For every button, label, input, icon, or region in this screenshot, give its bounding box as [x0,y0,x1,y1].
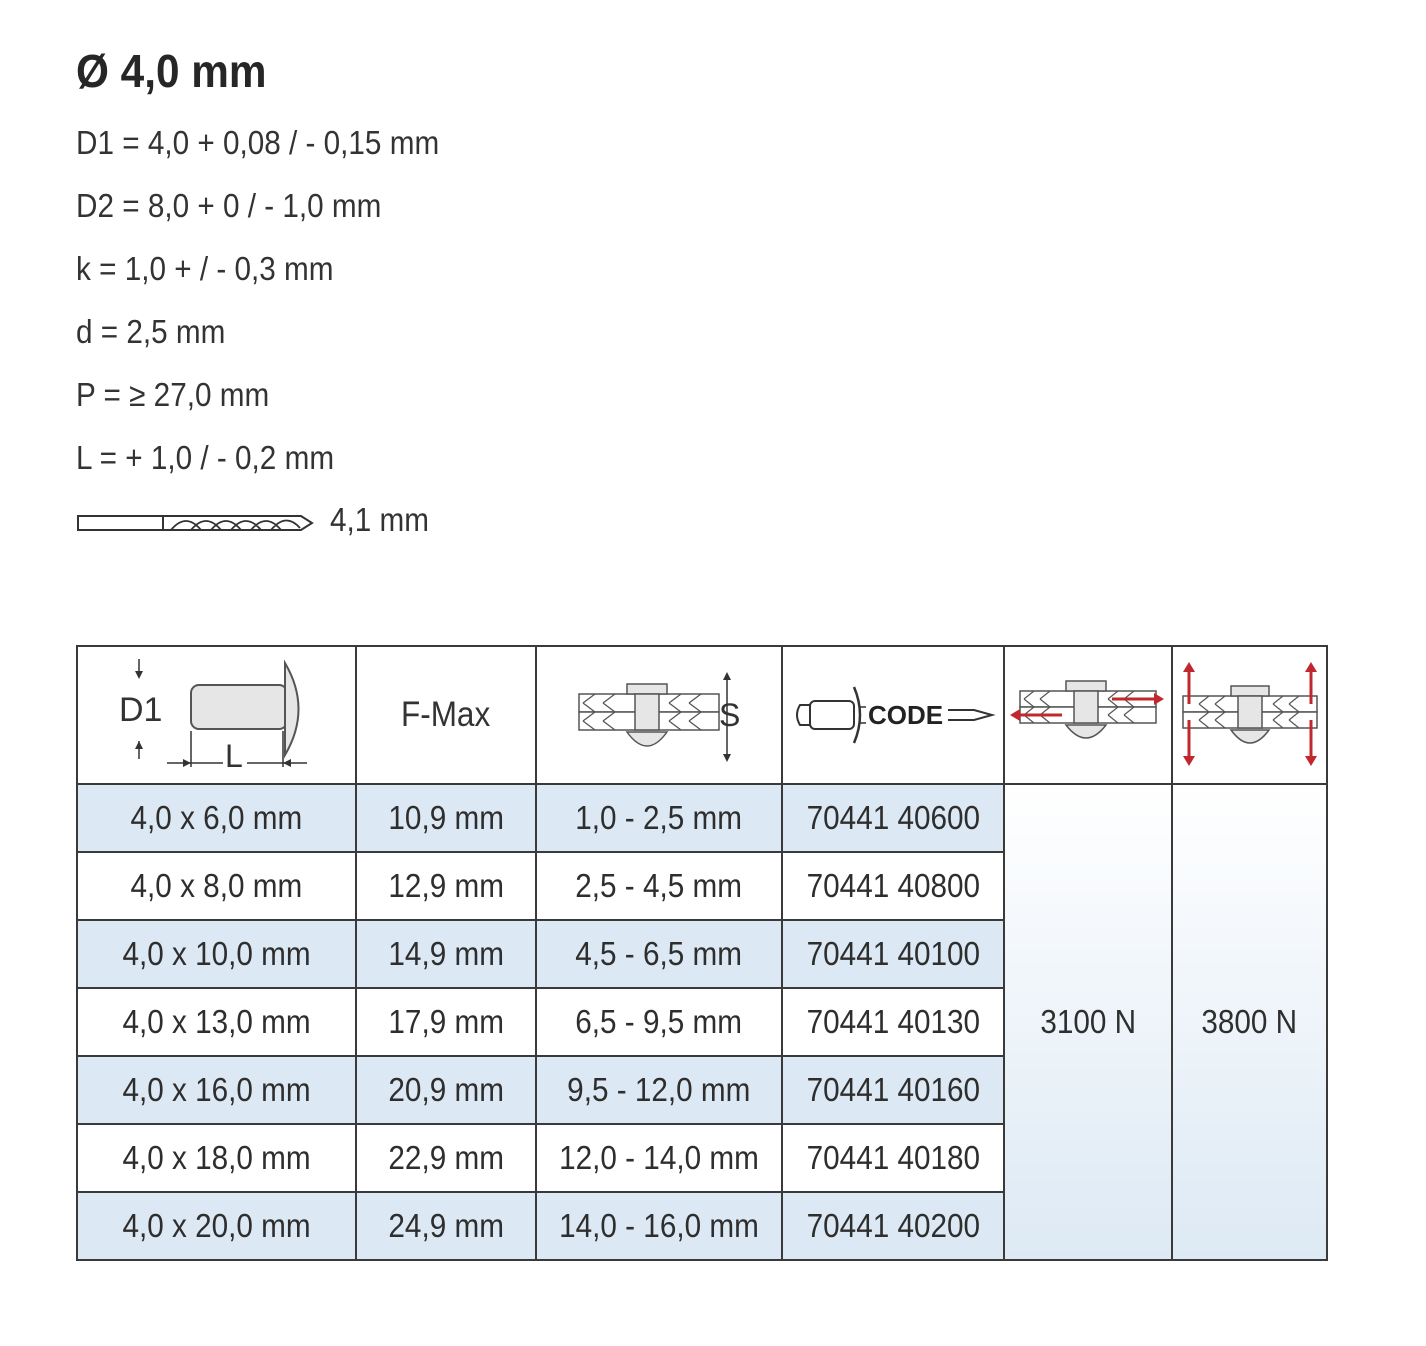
shear-force-icon [1008,665,1168,765]
grip-range-icon [569,660,749,770]
d1-label: D1 [118,691,162,729]
code-value: 70441 40130 [806,1003,980,1040]
spec-k: k = 1,0 + / - 0,3 mm [76,250,334,287]
fmax-cell [356,1192,536,1260]
fmax-value: 12,9 mm [388,867,504,904]
l-label: L [224,738,243,774]
header-fmax [356,646,536,784]
code-value: 70441 40600 [806,799,980,836]
tensile-force-value: 3800 N [1201,1003,1298,1040]
size-value: 4,0 x 10,0 mm [122,935,311,972]
spec-d1: D1 = 4,0 + 0,08 / - 0,15 mm [76,124,440,161]
grip-cell [536,1056,782,1124]
grip-value: 14,0 - 16,0 mm [559,1207,759,1244]
page-title: Ø 4,0 mm [76,45,267,97]
size-cell [77,852,356,920]
code-label: CODE [868,700,944,730]
code-value: 70441 40100 [806,935,980,972]
rivet-spec-table [76,645,1328,1261]
fmax-value: 17,9 mm [388,1003,504,1040]
fmax-value: 20,9 mm [388,1071,504,1108]
s-label: S [719,697,741,733]
size-cell [77,988,356,1056]
code-rivet-icon [788,675,998,755]
table-header-row [77,646,1327,784]
size-value: 4,0 x 8,0 mm [130,867,303,904]
size-value: 4,0 x 6,0 mm [130,799,303,836]
grip-cell [536,784,782,852]
grip-value: 2,5 - 4,5 mm [575,867,743,904]
code-cell [782,852,1004,920]
fmax-label: F-Max [401,695,491,734]
fmax-cell [356,852,536,920]
fmax-cell [356,784,536,852]
size-value: 4,0 x 16,0 mm [122,1071,311,1108]
code-value: 70441 40200 [806,1207,980,1244]
size-cell [77,920,356,988]
table-row [77,784,1327,852]
grip-value: 12,0 - 14,0 mm [559,1139,759,1176]
spec-p: P = ≥ 27,0 mm [76,376,270,413]
fmax-cell [356,988,536,1056]
drill-bit-icon [76,508,316,538]
code-cell [782,1124,1004,1192]
tensile-force-cell [1172,784,1327,1260]
drill-size: 4,1 mm [330,501,430,538]
code-value: 70441 40180 [806,1139,980,1176]
code-cell [782,1056,1004,1124]
size-cell [77,1124,356,1192]
size-cell [77,784,356,852]
size-cell [77,1192,356,1260]
tensile-force-icon [1177,660,1323,770]
fmax-cell [356,920,536,988]
grip-cell [536,920,782,988]
fmax-value: 14,9 mm [388,935,504,972]
code-value: 70441 40800 [806,867,980,904]
code-cell [782,920,1004,988]
grip-value: 9,5 - 12,0 mm [567,1071,751,1108]
size-value: 4,0 x 18,0 mm [122,1139,311,1176]
fmax-value: 22,9 mm [388,1139,504,1176]
grip-cell [536,1192,782,1260]
grip-value: 4,5 - 6,5 mm [575,935,743,972]
code-value: 70441 40160 [806,1071,980,1108]
grip-value: 6,5 - 9,5 mm [575,1003,743,1040]
shear-force-value: 3100 N [1040,1003,1136,1040]
code-cell [782,988,1004,1056]
header-tensile [1172,646,1327,784]
size-cell [77,1056,356,1124]
code-cell [782,784,1004,852]
code-cell [782,1192,1004,1260]
grip-value: 1,0 - 2,5 mm [575,799,743,836]
size-value: 4,0 x 20,0 mm [122,1207,311,1244]
header-code [782,646,1004,784]
header-grip [536,646,782,784]
fmax-value: 10,9 mm [388,799,504,836]
fmax-cell [356,1056,536,1124]
rivet-dimension-icon [117,655,317,775]
shear-force-cell [1004,784,1172,1260]
header-shear [1004,646,1172,784]
grip-cell [536,852,782,920]
fmax-cell [356,1124,536,1192]
grip-cell [536,988,782,1056]
spec-d2: D2 = 8,0 + 0 / - 1,0 mm [76,187,382,224]
fmax-value: 24,9 mm [388,1207,504,1244]
spec-d: d = 2,5 mm [76,313,226,350]
header-size [77,646,356,784]
spec-l: L = + 1,0 / - 0,2 mm [76,439,335,476]
grip-cell [536,1124,782,1192]
size-value: 4,0 x 13,0 mm [122,1003,311,1040]
